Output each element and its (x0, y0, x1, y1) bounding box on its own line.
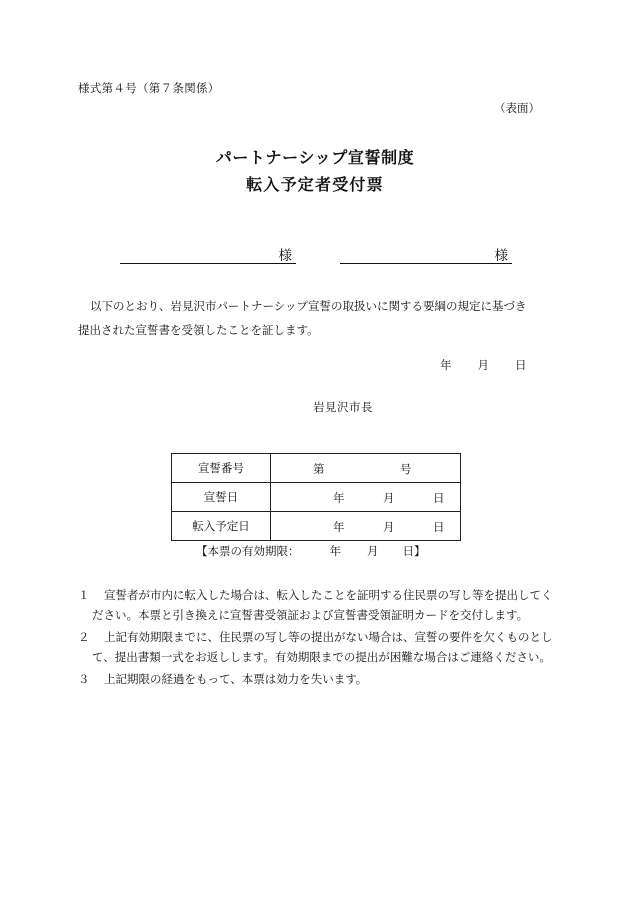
note-item (78, 669, 554, 689)
document-title: パートナーシップ宣誓制度 (215, 148, 415, 167)
addressee-suffix-left: 様 (278, 248, 292, 264)
validity-period (196, 543, 426, 559)
date-month: 月 (383, 520, 395, 534)
date-day: 日 (433, 491, 445, 505)
validity-year: 年 (329, 544, 341, 558)
number-suffix: 号 (400, 462, 412, 476)
note-number: １ (78, 588, 90, 602)
date-month: 月 (477, 358, 489, 372)
note-text: 上記期限の経過をもって、本票は効力を失います。 (104, 672, 368, 686)
note-item (78, 627, 554, 667)
row-label: 転入予定日 (172, 512, 271, 541)
validity-day: 日】 (402, 544, 426, 558)
validity-month: 月 (367, 544, 379, 558)
table-row (172, 512, 461, 541)
document-subtitle: 転入予定者受付票 (246, 175, 384, 194)
table-row (172, 483, 461, 512)
body-line-2: 提出された宣誓書を受領したことを証します。 (78, 323, 319, 337)
note-number: ３ (78, 672, 90, 686)
date-year: 年 (333, 491, 345, 505)
note-text: 宣誓者が市内に転入した場合は、転入したことを証明する住民票の写し等を提出してください。本票と引き換えに宣誓書受領証および宣誓書受領証明カードを交付します。 (92, 588, 553, 622)
body-line-1: 以下のとおり、岩見沢市パートナーシップ宣誓の取扱いに関する要綱の規定に基づき (90, 299, 527, 313)
note-number: ２ (78, 630, 90, 644)
row-value (271, 483, 461, 512)
notes-list (78, 585, 554, 691)
date-year: 年 (440, 358, 452, 372)
addressee-line-left (120, 246, 296, 264)
date-month: 月 (383, 491, 395, 505)
addressee-line-right (340, 246, 512, 264)
table-row (172, 454, 461, 483)
date-day: 日 (515, 358, 527, 372)
note-item (78, 585, 554, 625)
note-text: 上記有効期限までに、住民票の写し等の提出がない場合は、宣誓の要件を欠くものとして、提出書類一式をお返しします。有効期限までの提出が困難な場合はご連絡ください。 (92, 630, 553, 664)
row-label: 宣誓番号 (172, 454, 271, 483)
row-value (271, 454, 461, 483)
number-prefix: 第 (313, 462, 325, 476)
side-label: （表面） (494, 101, 540, 115)
form-number: 様式第４号（第７条関係） (78, 81, 220, 95)
info-table (171, 453, 461, 541)
date-year: 年 (333, 520, 345, 534)
row-label: 宣誓日 (172, 483, 271, 512)
date-day: 日 (433, 520, 445, 534)
issuer: 岩見沢市長 (313, 400, 373, 414)
validity-label: 【本票の有効期限： (196, 544, 300, 558)
body-paragraph (78, 294, 554, 342)
row-value (271, 512, 461, 541)
addressee-suffix-right: 様 (494, 248, 508, 264)
issue-date (440, 357, 527, 373)
